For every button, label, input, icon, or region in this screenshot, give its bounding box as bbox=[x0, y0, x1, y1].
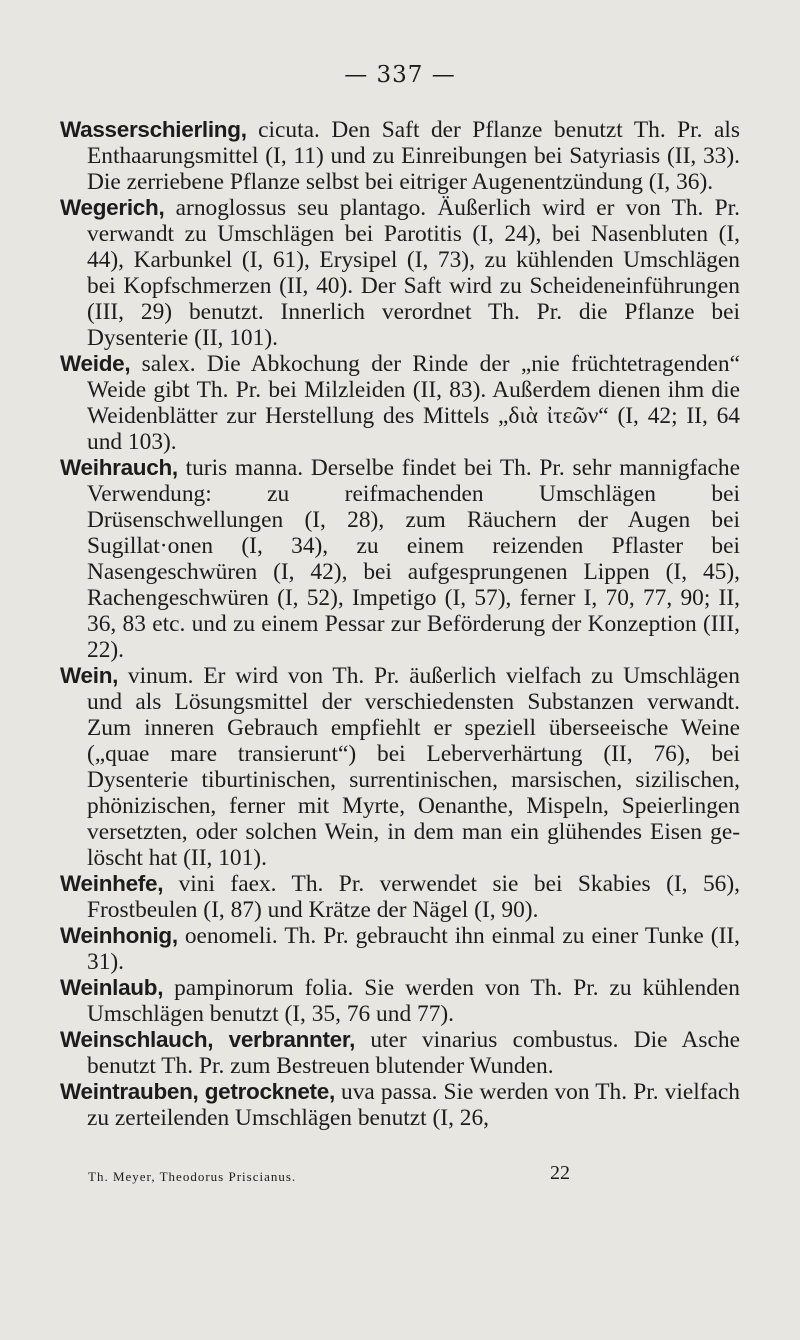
entry-weinhefe bbox=[60, 871, 740, 923]
entry-term: Wein, bbox=[60, 663, 119, 688]
entry-weihrauch bbox=[60, 455, 740, 663]
page-number: — 337 — bbox=[344, 62, 456, 88]
footer-signature-mark: 22 bbox=[550, 1162, 570, 1184]
entry-term: Wegerich, bbox=[60, 195, 165, 220]
entry-weinhonig bbox=[60, 923, 740, 975]
entry-text: turis manna. Derselbe findet bei Th. Pr. sehr mannigfache Verwendung: zu reifmachenden Umschlägen bei Drüsenschwellungen (I, 28), zum Räuchern der Augen bei Sugillat·onen (I, 34), zu einem reizenden Pflaster bei Nasengeschwüren (I, 42), bei aufgesprungenen Lippen (I, 45), Rachengeschwüren (I, 52), Impetigo (I, 57), ferner I, 70, 77, 90; II, 36, 83 etc. und zu einem Pessar zur Beförderung der Konzeption (III, 22). bbox=[87, 455, 740, 663]
entry-wasserschierling bbox=[60, 117, 740, 195]
entry-text: uter vinarius combustus. Die Asche benutzt Th. Pr. zum Bestreuen blutender Wunden. bbox=[87, 1027, 740, 1079]
entry-weinschlauch bbox=[60, 1027, 740, 1079]
footer-author-title: Th. Meyer, Theodorus Priscianus. bbox=[88, 1169, 297, 1184]
entry-term: Weintrauben, getrocknete, bbox=[60, 1079, 335, 1104]
page-footer bbox=[88, 1162, 738, 1186]
entry-weintrauben bbox=[60, 1079, 740, 1131]
entry-wegerich bbox=[60, 195, 740, 351]
entry-term: Weinhonig, bbox=[60, 923, 178, 948]
entry-term: Weinhefe, bbox=[60, 871, 164, 896]
entry-term: Weinschlauch, verbrannter, bbox=[60, 1027, 356, 1052]
entry-text: arnoglossus seu plantago. Äußerlich wird er von Th. Pr. verwandt zu Umschlägen bei Parotitis (I, 24), bei Nasenbluten (I, 44), Karbunkel (I, 61), Erysipel (I, 73), zu kühlenden Umschlägen bei Kopfschmerzen (II, 40). Der Saft wird zu Scheideneinführungen (III, 29) benutzt. Innerlich verordnet Th. Pr. die Pflanze bei Dysenterie (II, 101). bbox=[87, 195, 740, 351]
entry-text: pampinorum folia. Sie werden von Th. Pr. zu kühlenden Umschlägen benutzt (I, 35, 76 und 77). bbox=[87, 975, 740, 1027]
entry-term: Weinlaub, bbox=[60, 975, 164, 1000]
entry-text: salex. Die Abkochung der Rinde der „nie früchtetragenden“ Weide gibt Th. Pr. bei Milzleiden (II, 83). Außerdem dienen ihm die Weidenblätter zur Herstellung des Mittels „διὰ ἰτεῶν“ (I, 42; II, 64 und 103). bbox=[87, 351, 740, 455]
entry-text: vini faex. Th. Pr. verwendet sie bei Skabies (I, 56), Frostbeulen (I, 87) und Krätze der Nägel (I, 90). bbox=[87, 871, 740, 923]
entry-text: cicuta. Den Saft der Pflanze benutzt Th. Pr. als Enthaarungsmittel (I, 11) und zu Einreibungen bei Satyriasis (II, 33). Die zerriebene Pflanze selbst bei eitriger Augenentzündung (I, 36). bbox=[87, 117, 740, 195]
entry-text: vinum. Er wird von Th. Pr. äußerlich vielfach zu Umschlägen und als Lösungsmittel der verschiedensten Substanzen verwandt. Zum inneren Gebrauch empfiehlt er speziell überseeische Weine („quae mare transierunt“) bei Leberverhärtung (II, 76), bei Dysenterie tiburtinischen, surrentinischen, marsischen, sizilischen, phönizischen, ferner mit Myrte, Oenanthe, Mispeln, Speierlingen versetzten, oder solchen Wein, in dem man ein glühendes Eisen gelöscht hat (II, 101). bbox=[87, 663, 740, 871]
entry-text: uva passa. Sie werden von Th. Pr. vielfach zu zerteilenden Umschlägen benutzt (I, 26, bbox=[87, 1079, 740, 1131]
entry-term: Wasserschierling, bbox=[60, 117, 247, 142]
entry-weide bbox=[60, 351, 740, 455]
entry-term: Weide, bbox=[60, 351, 131, 376]
glossary-body bbox=[60, 117, 740, 1131]
entry-wein bbox=[60, 663, 740, 871]
entry-term: Weihrauch, bbox=[60, 455, 178, 480]
entry-weinlaub bbox=[60, 975, 740, 1027]
entry-text: oenomeli. Th. Pr. gebraucht ihn einmal zu einer Tunke (II, 31). bbox=[87, 923, 740, 975]
